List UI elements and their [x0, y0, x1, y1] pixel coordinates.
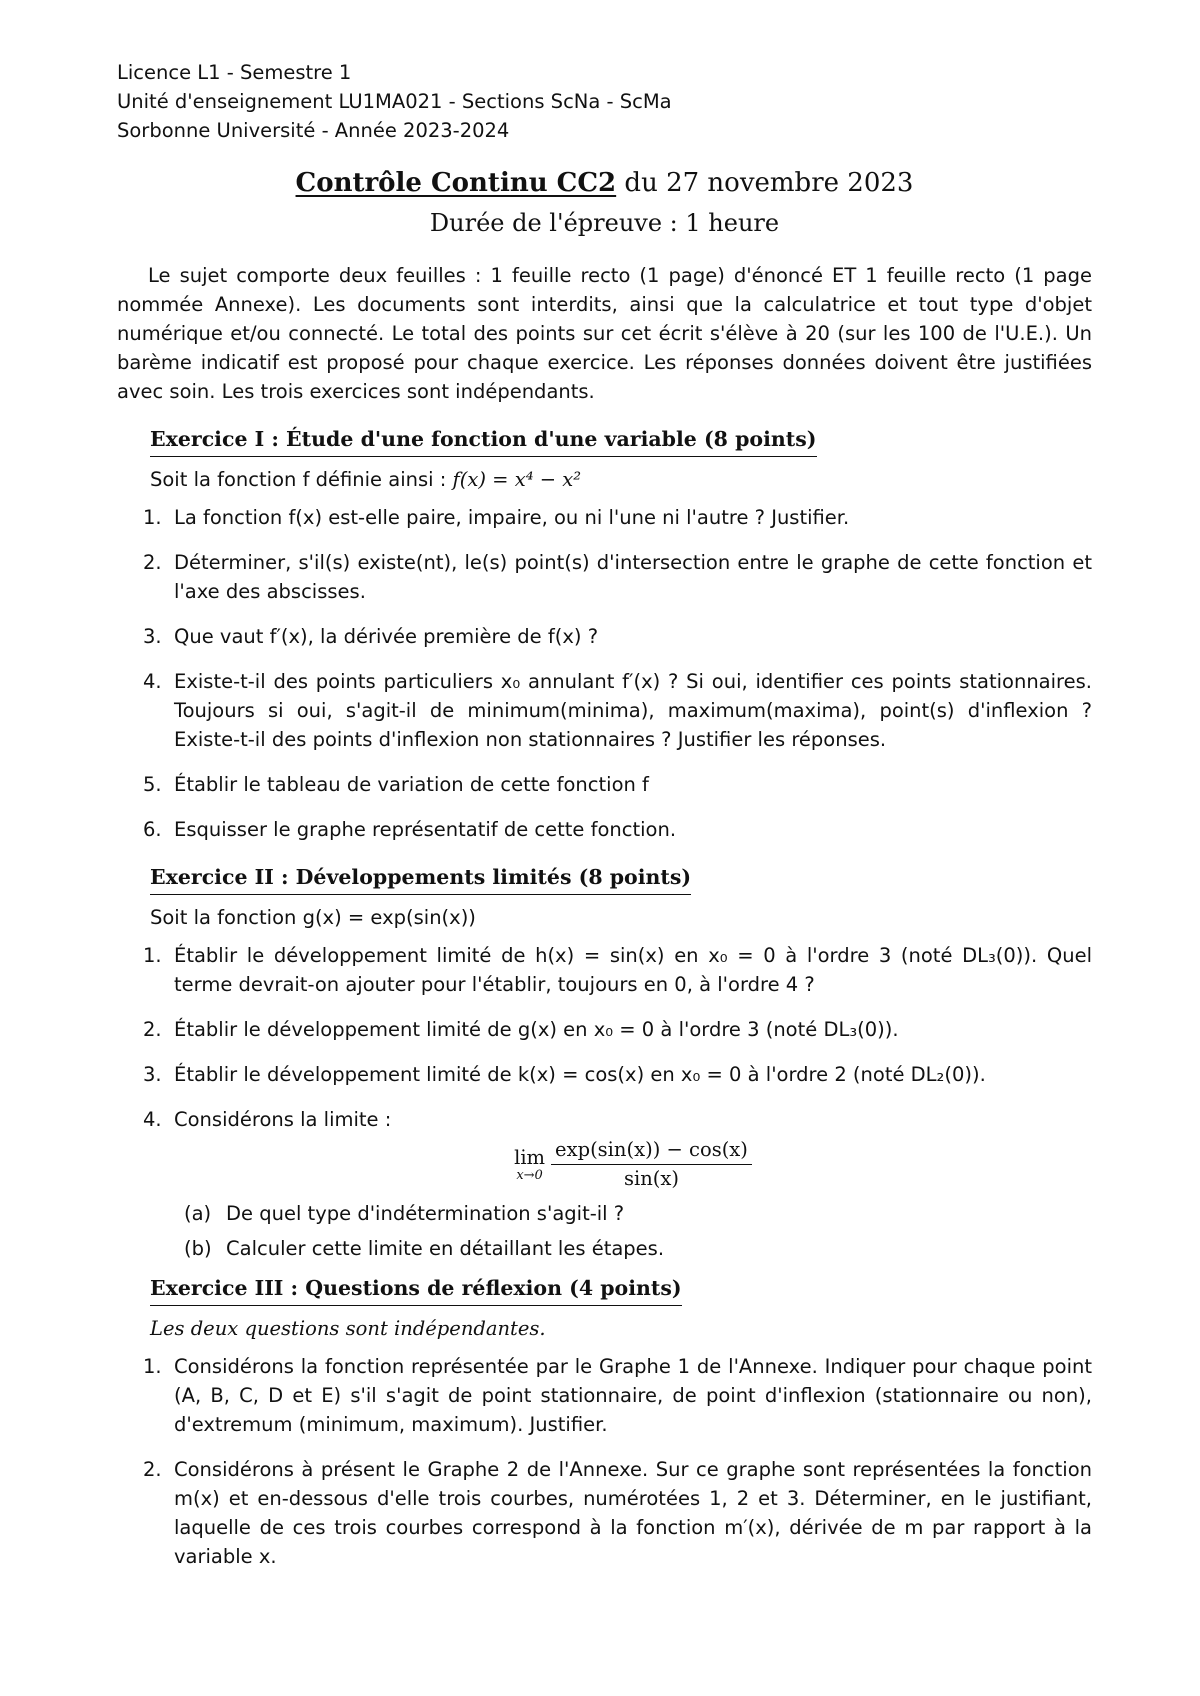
question-number: 3. [143, 1063, 162, 1086]
title-block [117, 163, 1092, 243]
question-text: Établir le développement limité de k(x) = cos(x) en x₀ = 0 à l'ordre 2 (noté DL₂(0)). [174, 1063, 986, 1086]
question-item [117, 1105, 1092, 1263]
limit-operator [514, 1147, 545, 1183]
question-item [117, 1015, 1092, 1044]
exercise-1-questions [117, 503, 1092, 844]
question-text: Établir le tableau de variation de cette fonction f [174, 773, 649, 796]
question-number: 4. [143, 1108, 162, 1131]
header-line-university: Sorbonne Université - Année 2023-2024 [117, 119, 510, 142]
exam-title-date: du 27 novembre 2023 [616, 168, 914, 198]
exercise-1-lead [150, 465, 1092, 495]
question-text: Considérons à présent le Graphe 2 de l'Annexe. Sur ce graphe sont représentées la fonction m(x) et en-dessous d'elle trois courbes, numérotées 1, 2 et 3. Déterminer, en le justifiant, laquelle de ces trois courbes correspond à la fonction m′(x), dérivée de m par rapport à la variable x. [174, 1458, 1092, 1568]
question-number: 4. [143, 670, 162, 693]
question-number: 6. [143, 818, 162, 841]
question-text: Considérons la limite : [174, 1108, 392, 1131]
limit-subscript: x→0 [516, 1167, 543, 1183]
question-number: 5. [143, 773, 162, 796]
exercise-1-lead-text: Soit la fonction f définie ainsi : [150, 468, 453, 491]
exercise-3-lead: Les deux questions sont indépendantes. [150, 1317, 546, 1340]
exercise-2-subquestions [174, 1199, 1092, 1263]
question-item [117, 503, 1092, 532]
exam-title-bold: Contrôle Continu CC2 [295, 168, 617, 198]
question-item [117, 1060, 1092, 1089]
limit-formula [174, 1136, 1092, 1193]
exercise-3-questions [117, 1352, 1092, 1571]
subquestion-text: Calculer cette limite en détaillant les étapes. [226, 1237, 665, 1260]
exercise-1-heading: Exercice I : Étude d'une fonction d'une variable (8 points) [150, 424, 817, 457]
question-text: La fonction f(x) est-elle paire, impaire, ou ni l'une ni l'autre ? Justifier. [174, 506, 850, 529]
subquestion-item [174, 1234, 1092, 1263]
instructions-paragraph: Le sujet comporte deux feuilles : 1 feuille recto (1 page) d'énoncé ET 1 feuille recto (1 page nommée Annexe). Les documents sont interdits, ainsi que la calculatrice et tout type d'objet numérique et/ou connecté. Le total des points sur cet écrit s'élève à 20 (sur les 100 de l'U.E.). Un barème indicatif est proposé pour chaque exercice. Les réponses données doivent être justifiées avec soin. Les trois exercices sont indépendants. [117, 264, 1092, 403]
limit-fraction [551, 1136, 752, 1193]
header-line-ue: Unité d'enseignement LU1MA021 - Sections ScNa - ScMa [117, 90, 672, 113]
question-number: 1. [143, 944, 162, 967]
question-text: Déterminer, s'il(s) existe(nt), le(s) point(s) d'intersection entre le graphe de cette fonction et l'axe des abscisses. [174, 551, 1092, 603]
limit-symbol: lim [514, 1145, 546, 1169]
subquestion-text: De quel type d'indétermination s'agit-il ? [226, 1202, 625, 1225]
question-text: Esquisser le graphe représentatif de cette fonction. [174, 818, 677, 841]
question-item [117, 941, 1092, 999]
subquestion-item [174, 1199, 1092, 1228]
exercise-2-lead: Soit la fonction g(x) = exp(sin(x)) [150, 906, 476, 929]
subquestion-number: (a) [184, 1202, 212, 1225]
question-text: Que vaut f′(x), la dérivée première de f(x) ? [174, 625, 599, 648]
question-number: 2. [143, 1018, 162, 1041]
limit-numerator: exp(sin(x)) − cos(x) [551, 1136, 752, 1165]
question-number: 1. [143, 1355, 162, 1378]
exam-title [117, 163, 1092, 203]
question-item [117, 815, 1092, 844]
limit-denominator: sin(x) [623, 1167, 679, 1190]
question-number: 2. [143, 1458, 162, 1481]
exam-page [117, 58, 1092, 1587]
exercise-3-heading: Exercice III : Questions de réflexion (4 points) [150, 1273, 682, 1306]
question-item [117, 667, 1092, 754]
subquestion-number: (b) [184, 1237, 212, 1260]
question-text: Existe-t-il des points particuliers x₀ annulant f′(x) ? Si oui, identifier ces points stationnaires. Toujours si oui, s'agit-il de minimum(minima), maximum(maxima), point(s) d'inflexion ? Existe-t-il des points d'inflexion non stationnaires ? Justifier les réponses. [174, 670, 1092, 751]
exercise-1-formula: f(x) = x⁴ − x² [452, 468, 582, 491]
exercise-2-questions [117, 941, 1092, 1263]
question-number: 2. [143, 551, 162, 574]
header-line-licence: Licence L1 - Semestre 1 [117, 61, 352, 84]
question-text: Établir le développement limité de g(x) en x₀ = 0 à l'ordre 3 (noté DL₃(0)). [174, 1018, 899, 1041]
exam-duration: Durée de l'épreuve : 1 heure [429, 209, 780, 237]
question-item [117, 1455, 1092, 1571]
question-item [117, 770, 1092, 799]
question-text: Considérons la fonction représentée par le Graphe 1 de l'Annexe. Indiquer pour chaque point (A, B, C, D et E) s'il s'agit de point stationnaire, de point d'inflexion (stationnaire ou non), d'extremum (minimum, maximum). Justifier. [174, 1355, 1092, 1436]
course-header [117, 58, 1092, 145]
question-number: 1. [143, 506, 162, 529]
question-item [117, 548, 1092, 606]
exercise-2-heading: Exercice II : Développements limités (8 points) [150, 862, 691, 895]
question-item [117, 1352, 1092, 1439]
question-item [117, 622, 1092, 651]
question-text: Établir le développement limité de h(x) = sin(x) en x₀ = 0 à l'ordre 3 (noté DL₃(0)). Quel terme devrait-on ajouter pour l'établir, toujours en 0, à l'ordre 4 ? [174, 944, 1092, 996]
question-number: 3. [143, 625, 162, 648]
